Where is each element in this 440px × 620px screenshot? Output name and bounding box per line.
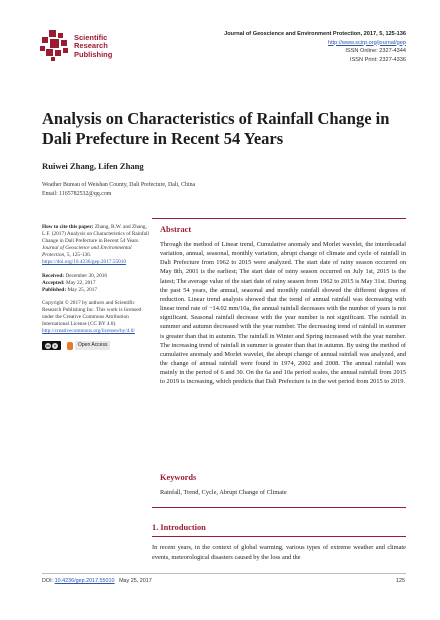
publisher-name-line: Publishing bbox=[74, 49, 113, 59]
author-affiliation bbox=[42, 181, 342, 199]
copyright-block bbox=[42, 300, 150, 335]
cite-text-a: Zhang, R.W. and Zhang, L.F. (2017) Analysis on Characteristics of Rainfall Change in Dali Prefecture in Recent 54 Years. bbox=[42, 224, 149, 245]
abstract-text: Through the method of Linear trend, Cumulative anomaly and Morlet wavelet, the interdecadal variation, annual, seasonal, monthly variation, abrupt change of climate and cycle of rainfall in Dali Prefecture from 1962 to 2015 were analyzed. The start date of rainy season occurred on May 8th, 2001 is the earliest; The start date of rainy season occurred on July 1st, 2015 is the latest; The average value of the start date of rainy season from 1962 to 2015 is May 31st. During the past 54 years, the annual, seasonal and monthly rainfall showed the different degrees of reduction. Linear trend analysis showed that the trend of annual rainfall was decreasing with linear trend rate of −14.02 mm/10a, the annual rainfall decreases with the number of years is not significant. Seasonal rainfall decrease with the year number is not significant. The rainfall in summer and autumn decreased with the year number. The decreasing trend of rainfall in summer is greater than that in autumn. The rainfall in Winter and Spring increased with the year number. The increasing trend of rainfall in summer is greater than that in autumn. By using the method of cumulative anomaly and Morlet wavelet, the abrupt change of annual rainfall was analyzed, and the change of annual rainfall were found in 1974, 2002 and 2008. The annual rainfall was mainly in the period of 6 and 30. On the 6a and 10a period scales, the annual rainfall from 2015 to 2019 is increasing, which predicts that Dali Prefecture is in the wet period from 2015 to 2019. bbox=[160, 241, 406, 386]
page-footer bbox=[42, 578, 405, 584]
license-link[interactable]: http://creativecommons.org/licenses/by/4.0/ bbox=[42, 328, 135, 335]
by-person-icon: ● bbox=[53, 343, 57, 348]
cite-journal: Journal of Geoscience and Environmental Protection, bbox=[42, 245, 132, 259]
publisher-logo bbox=[40, 30, 160, 70]
introduction-heading: 1. Introduction bbox=[152, 523, 206, 532]
keywords-text: Rainfall, Trend, Cycle, Abrupt Change of Climate bbox=[160, 489, 287, 496]
received-date: December 30, 2016 bbox=[65, 272, 108, 279]
affiliation-text: Weather Bureau of Weishan County, Dali Prefecture, Dali, China bbox=[42, 182, 196, 188]
abstract-top-rule bbox=[152, 218, 406, 219]
footer-doi-label: DOI: bbox=[42, 578, 54, 584]
dates-block bbox=[42, 273, 150, 294]
footer-page-number: 125 bbox=[396, 578, 405, 584]
journal-citation: Journal of Geoscience and Environment Protection, 2017, 5, 125-136 bbox=[224, 31, 406, 37]
author-email[interactable]: Email: 1165782532@qq.com bbox=[42, 191, 112, 197]
citation-sidebar bbox=[42, 224, 150, 350]
how-to-cite bbox=[42, 224, 150, 267]
cite-label: How to cite this paper: bbox=[42, 224, 94, 230]
keywords-heading: Keywords bbox=[160, 473, 197, 482]
paper-title: Analysis on Characteristics of Rainfall Change in Dali Prefecture in Recent 54 Years bbox=[42, 109, 390, 148]
journal-info bbox=[166, 30, 406, 64]
open-access-badge[interactable] bbox=[67, 341, 110, 350]
license-badges bbox=[42, 341, 150, 350]
introduction-rule bbox=[152, 536, 406, 537]
abstract-heading: Abstract bbox=[160, 225, 192, 234]
published-date: May 25, 2017 bbox=[67, 286, 98, 293]
accepted-date: May 22, 2017 bbox=[65, 279, 96, 286]
issn-online: ISSN Online: 2327-4344 bbox=[345, 48, 406, 55]
copyright-text: Copyright © 2017 by authors and Scientific Research Publishing Inc. This work is licensed under the Creative Commons Attribution International License (CC BY 4.0). bbox=[42, 299, 142, 328]
received-label: Received: bbox=[42, 272, 65, 279]
publisher-name-line: Research bbox=[74, 41, 108, 51]
accepted-label: Accepted: bbox=[42, 279, 65, 286]
cc-icon: cc bbox=[46, 343, 50, 348]
published-label: Published: bbox=[42, 286, 67, 293]
open-lock-icon bbox=[67, 342, 73, 350]
footer-rule bbox=[42, 573, 406, 574]
issn-print: ISSN Print: 2327-4336 bbox=[350, 56, 406, 63]
cite-doi-link[interactable]: https://doi.org/10.4236/gep.2017.55010 bbox=[42, 259, 127, 266]
paper-authors: Ruiwei Zhang, Lifen Zhang bbox=[42, 161, 144, 171]
footer-doi-link[interactable]: 10.4236/gep.2017.55010 bbox=[54, 578, 115, 584]
publisher-name bbox=[74, 34, 112, 59]
cite-text-b: 5, 125-136. bbox=[66, 252, 92, 259]
introduction-text: In recent years, in the context of global warming, various types of extreme weather and climate events, meteorological disasters caused by the loss and the bbox=[152, 544, 406, 561]
open-access-label: Open Access bbox=[75, 341, 110, 350]
journal-url-link[interactable]: http://www.scirp.org/journal/gep bbox=[327, 39, 406, 46]
publisher-name-line: Scientific bbox=[74, 33, 108, 42]
cc-by-badge[interactable] bbox=[42, 341, 61, 350]
publisher-logo-icon bbox=[40, 30, 70, 62]
footer-date: May 25, 2017 bbox=[119, 578, 152, 584]
keywords-bottom-rule bbox=[152, 507, 406, 508]
